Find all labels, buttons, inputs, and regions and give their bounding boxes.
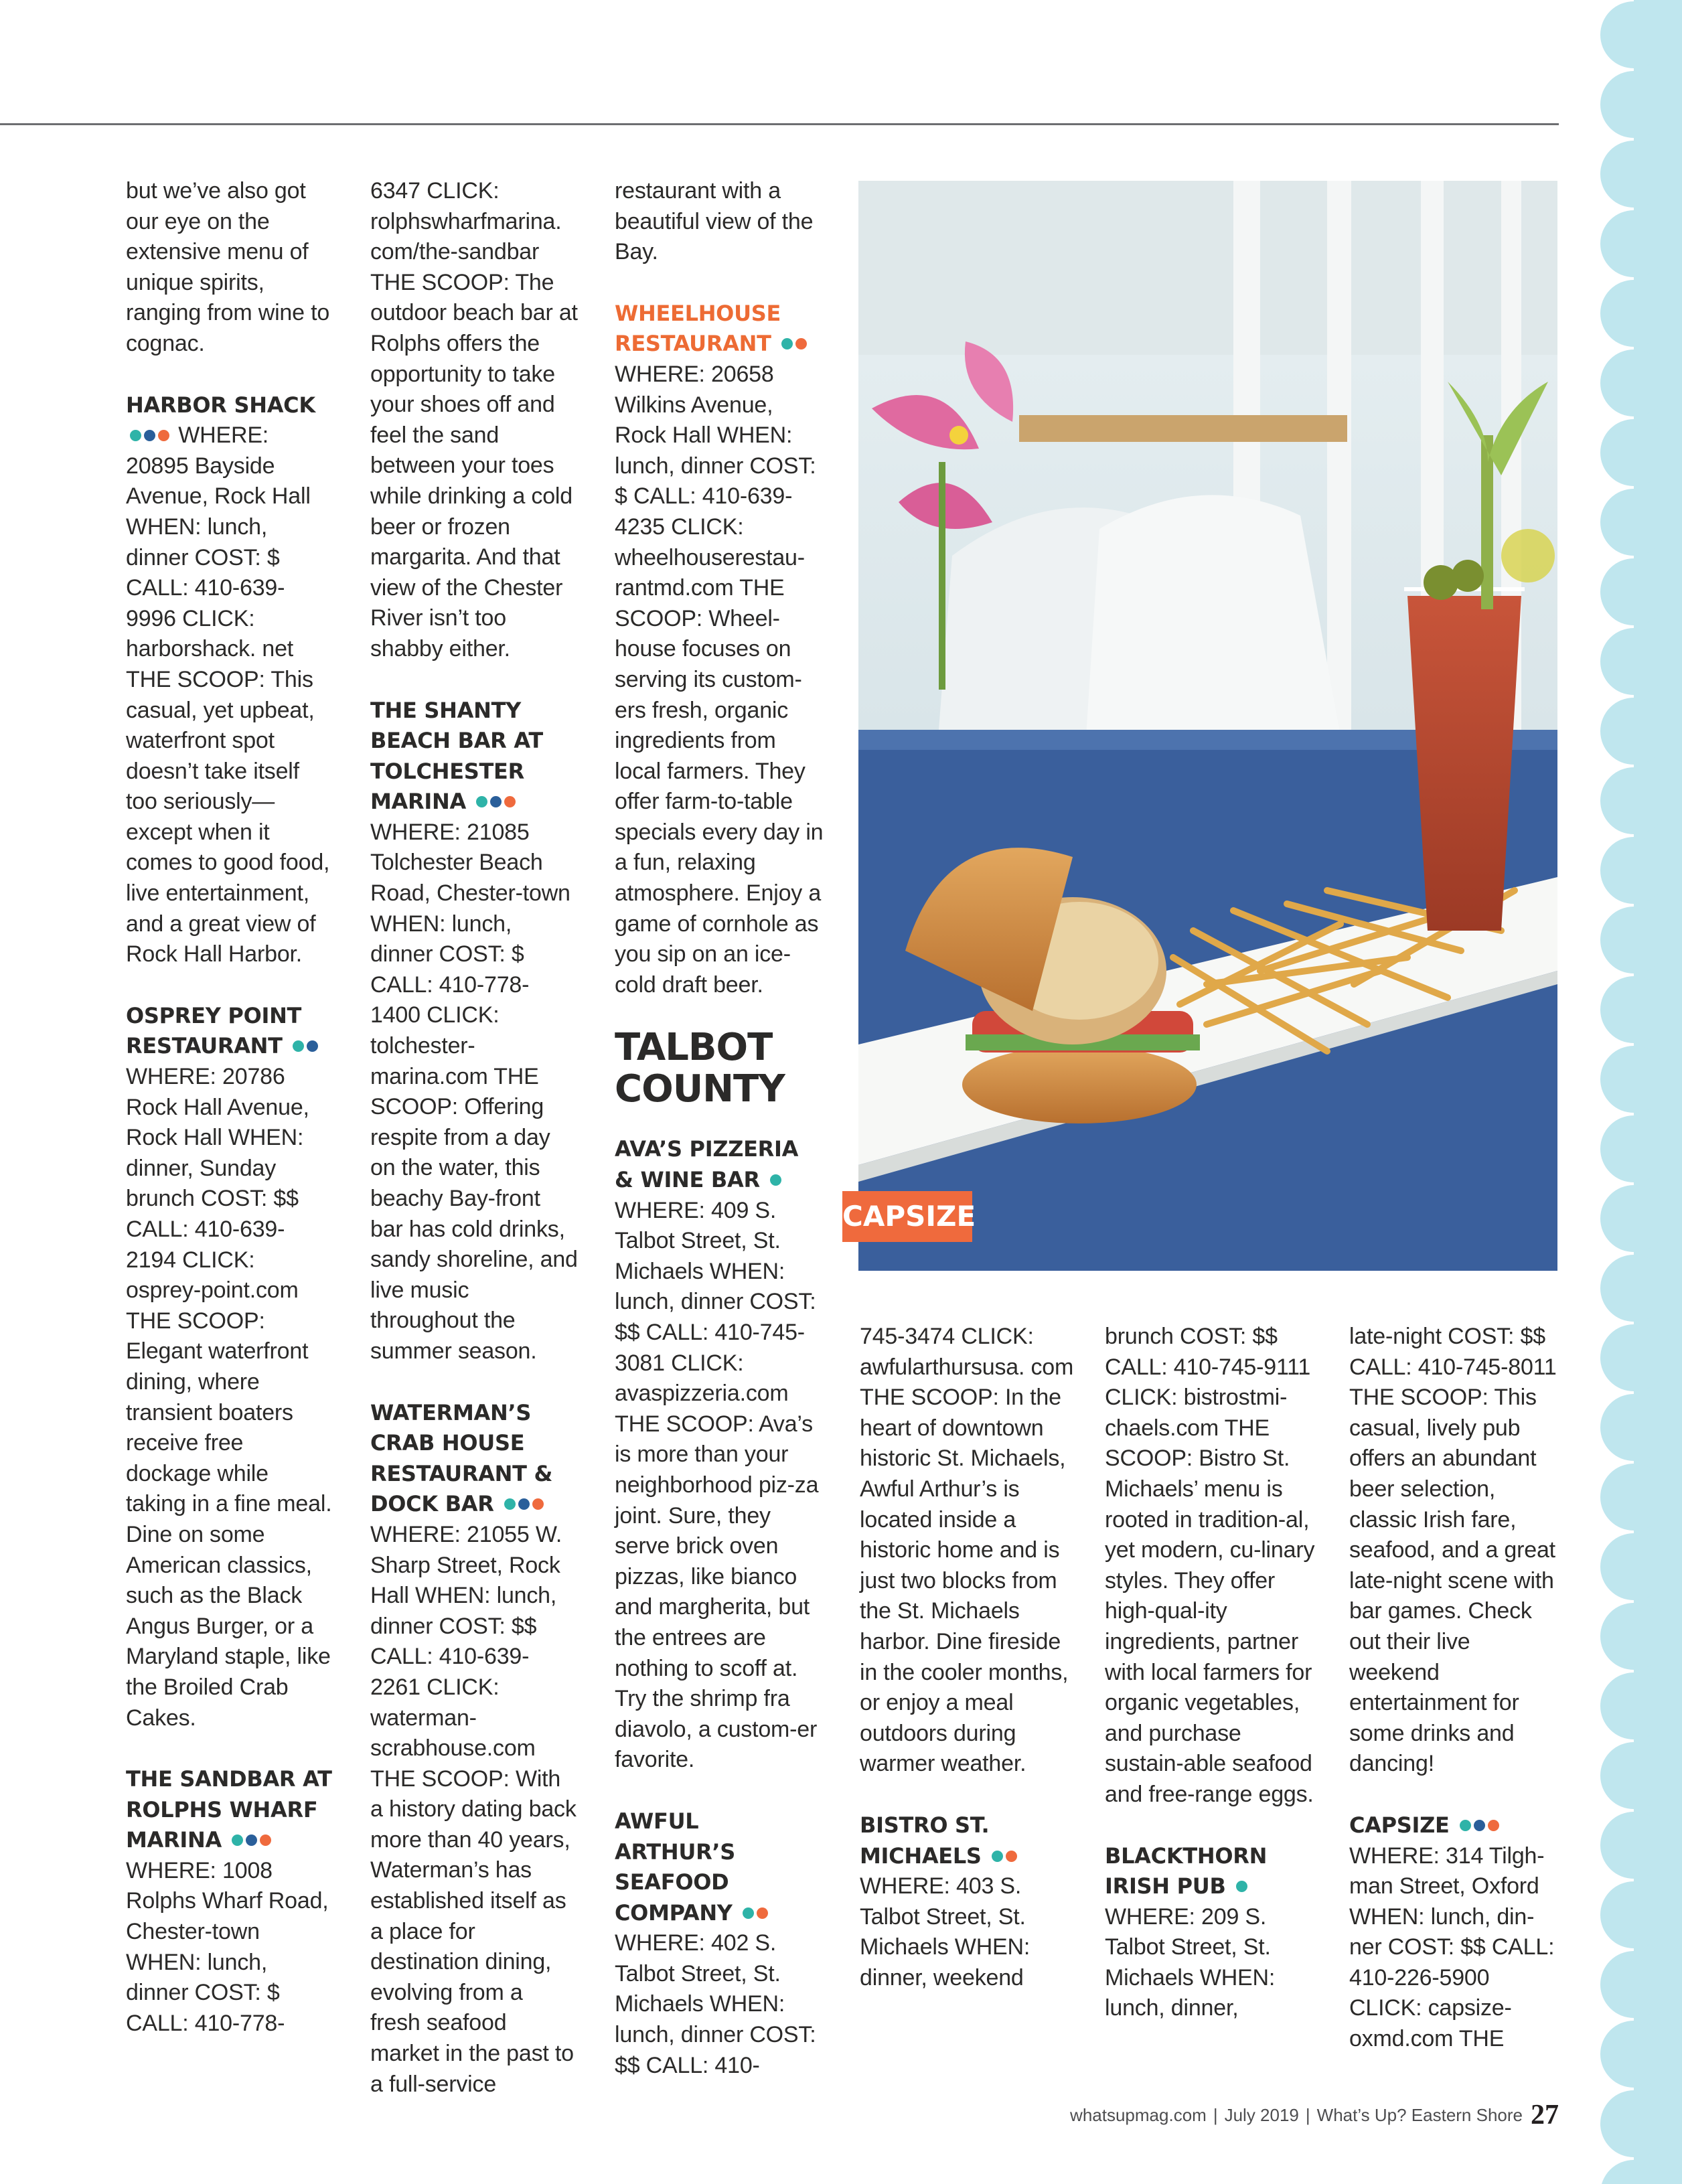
food-photo [858,181,1557,1271]
column-3 [615,176,824,2081]
price-dots [504,1489,546,1520]
page-number: 27 [1531,2100,1559,2130]
listing-body: WHERE: 21085 Tolchester Beach Road, Chester-town WHEN: lunch, dinner COST: $ CALL: 410-778-1400 CLICK: tolchester-marina.com THE SCOOP: Offering respite from a day on the water, this beachy Bay-front bar has cold drinks, sandy shoreline, and live music throughout the summer season. [370,819,578,1364]
column-4 [860,1322,1074,1993]
bistro-continued: brunch COST: $$ CALL: 410-745-9111 CLICK: bistrostmi-chaels.com THE SCOOP: Bistro St. Michaels’ menu is rooted in tradition-al, yet modern, cu-linary styles. They offer high-qual-ity ingredients, partner with local farmers for organic vegetables, and purchase sustain-able seafood and free-range eggs. [1105,1324,1315,1807]
price-dots [781,329,810,360]
county-heading: TALBOT COUNTY [615,1026,785,1111]
listing-capsize [1349,1810,1563,2055]
footer-date: July 2019 [1224,2105,1299,2125]
listing-name: AWFUL ARTHUR’S SEAFOOD COMPANY [615,1808,736,1926]
listing-watermans [370,1398,578,2100]
header-rule [0,123,1559,125]
listing-bistro [860,1810,1074,1994]
listing-name: BISTRO ST. MICHAELS [860,1812,990,1869]
footer-publication: What’s Up? Eastern Shore [1316,2105,1523,2125]
listing-name: THE SANDBAR AT ROLPHS WHARF MARINA [126,1766,332,1853]
column-6 [1349,1322,1563,2055]
listing-name: AVA’S PIZZERIA & WINE BAR [615,1136,799,1193]
sandbar-continued: 6347 CLICK: rolphswharfmarina. com/the-sandbar THE SCOOP: The outdoor beach bar at Rolphs offers the opportunity to take your shoes off and feel the sand between your toes while drinking a cold beer or frozen margarita. And that view of the Chester River isn’t too shabby either. [370,178,578,661]
listing-body: WHERE: 314 Tilgh-man Street, Oxford WHEN: lunch, din-ner COST: $$ CALL: 410-226-5900 CLICK: capsize-oxmd.com THE [1349,1843,1555,2052]
column-2 [370,176,578,2100]
listing-name: BLACKTHORN IRISH PUB [1105,1843,1268,1899]
listing-body: WHERE: 21055 W. Sharp Street, Rock Hall WHEN: lunch, dinner COST: $$ CALL: 410-639-2261 CLICK: waterman-scrabhouse.com THE SCOOP: With a history dating back more than 40 years, Waterman’s has established itself as a place for destination dining, evolving from a fresh seafood market in the past to a full-service [370,1521,577,2097]
price-dots [293,1031,321,1062]
listing-body: WHERE: 403 S. Talbot Street, St. Michaels WHEN: dinner, weekend [860,1873,1030,1991]
footer-site: whatsupmag.com [1070,2105,1207,2125]
column-1 [126,176,333,2039]
price-dots [1236,1871,1250,1902]
listing-body: WHERE: 402 S. Talbot Street, St. Michaels WHEN: lunch, dinner COST: $$ CALL: 410- [615,1930,816,2078]
listing-shanty [370,696,578,1367]
listing-body: WHERE: 20786 Rock Hall Avenue, Rock Hall WHEN: dinner, Sunday brunch COST: $$ CALL: 410-639-2194 CLICK: osprey-point.com THE SCOOP: Elegant waterfront dining, where transient boaters receive free dockage while taking in a fine meal. Dine on some American classics, such as the Black Angus Burger, or a Maryland staple, like the Broiled Crab Cakes. [126,1064,332,1731]
listing-name: WATERMAN’S CRAB HOUSE RESTAURANT & DOCK BAR [370,1399,553,1517]
col1-intro: but we’ve also got our eye on the extensive menu of unique spirits, ranging from wine to cognac. [126,178,330,356]
watermans-continued: restaurant with a beautiful view of the Bay. [615,178,814,265]
price-dots [130,420,172,451]
price-dots [1460,1810,1502,1841]
price-dots [743,1898,771,1929]
price-dots [476,787,518,817]
listing-body: WHERE: 409 S. Talbot Street, St. Michaels WHEN: lunch, dinner COST: $$ CALL: 410-745-3081 CLICK: avaspizzeria.com THE SCOOP: Ava’s is more than your neighborhood piz-za joint. Sure, they serve brick oven pizzas, like bianco and margherita, but the entrees are nothing to scoff at. Try the shrimp fra diavolo, a custom-er favorite. [615,1197,819,1773]
listing-body: WHERE: 20658 Wilkins Avenue, Rock Hall WHEN: lunch, dinner COST: $ CALL: 410-639-4235 CLICK: wheelhouserestau-rantmd.com THE SCOOP: Wheel-house focuses on serving its custom-ers fresh, organic ingredients from local farmers. They offer farm-to-table specials every day in a fun, relaxing atmosphere. Enjoy a game of cornhole as you sip on an ice-cold draft beer. [615,361,824,998]
listing-name: HARBOR SHACK [126,392,315,418]
page-footer: whatsupmag.com | July 2019 | What’s Up? Eastern Shore 27 [1070,2100,1559,2130]
blackthorn-continued: late-night COST: $$ CALL: 410-745-8011 THE SCOOP: This casual, lively pub offers an abundant beer selection, classic Irish fare, seafood, and a great late-night scene with bar games. Check out their live weekend entertainment for some drinks and dancing! [1349,1324,1557,1777]
listing-sandbar [126,1764,333,2039]
listing-name: CAPSIZE [1349,1812,1450,1838]
listing-name: WHEELHOUSE RESTAURANT [615,300,781,357]
price-dots [232,1825,274,1856]
listing-osprey-point [126,1001,333,1733]
price-dots [770,1165,784,1196]
listing-blackthorn [1105,1841,1319,2025]
listing-name: THE SHANTY BEACH BAR AT TOLCHESTER MARINA [370,697,543,815]
price-dots [992,1841,1020,1872]
photo-caption-label: CAPSIZE [842,1191,972,1242]
listing-wheelhouse [615,299,824,1001]
awful-arthurs-continued: 745-3474 CLICK: awfularthursusa. com THE SCOOP: In the heart of downtown historic St. Michaels, Awful Arthur’s is located inside a historic home and is just two blocks from the St. Michaels harbor. Dine fireside in the cooler months, or enjoy a meal outdoors during warmer weather. [860,1324,1074,1777]
listing-avas [615,1134,824,1775]
column-5 [1105,1322,1319,2024]
listing-body: WHERE: 20895 Bayside Avenue, Rock Hall WHEN: lunch, dinner COST: $ CALL: 410-639-9996 CLICK: harborshack. net THE SCOOP: This casual, yet upbeat, waterfront spot doesn’t take itself too seriously—except when it comes to good food, live entertainment, and a great view of Rock Hall Harbor. [126,422,330,967]
listing-name: OSPREY POINT RESTAURANT [126,1002,302,1059]
listing-body: WHERE: 1008 Rolphs Wharf Road, Chester-town WHEN: lunch, dinner COST: $ CALL: 410-778- [126,1857,329,2036]
listing-harbor-shack [126,390,333,970]
listing-body: WHERE: 209 S. Talbot Street, St. Michaels WHEN: lunch, dinner, [1105,1903,1276,2021]
listing-awful-arthurs [615,1806,824,2081]
